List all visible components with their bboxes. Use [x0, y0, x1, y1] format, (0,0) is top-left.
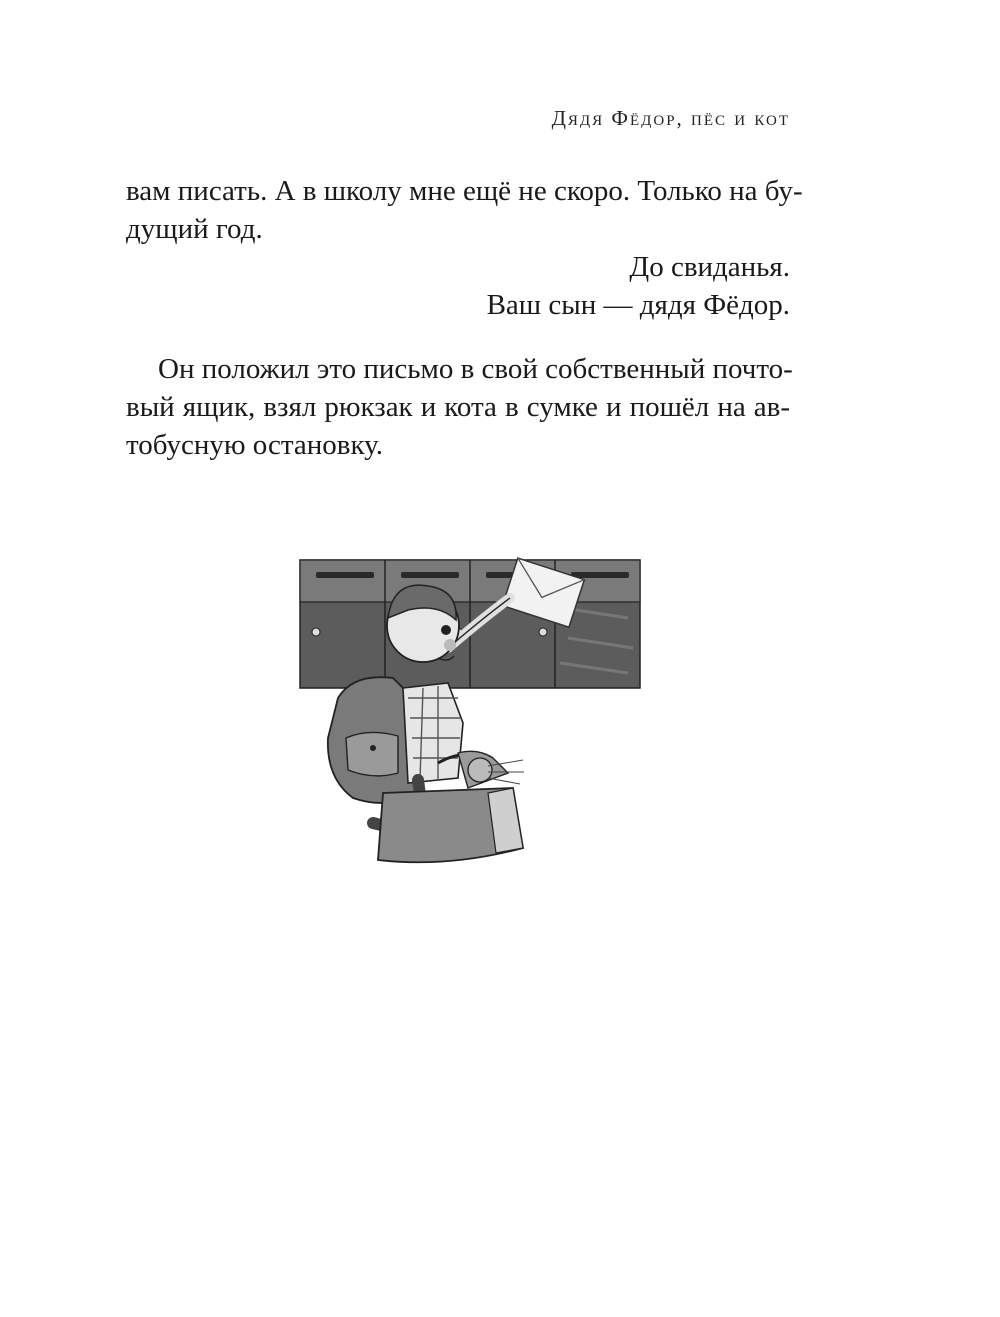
letter-line-1: вам писать. А в школу мне ещё не скоро. Только на бу- — [126, 175, 803, 207]
narrative-line-1: Он положил это письмо в свой собственный почто- — [158, 353, 793, 385]
running-header: Дядя Фёдор, пёс и кот — [551, 106, 790, 130]
letter-line-2: дущий год. — [126, 213, 263, 245]
narrative-line-2: вый ящик, взял рюкзак и кота в сумке и пошёл на ав- — [126, 391, 790, 423]
page-text — [126, 172, 803, 464]
letter-signature: Ваш сын — дядя Фёдор. — [486, 289, 790, 321]
narrative-line-3: тобусную остановку. — [126, 429, 383, 461]
boy-at-mailboxes-illustration — [298, 548, 643, 868]
letter-closing: До свиданья. — [629, 251, 790, 283]
